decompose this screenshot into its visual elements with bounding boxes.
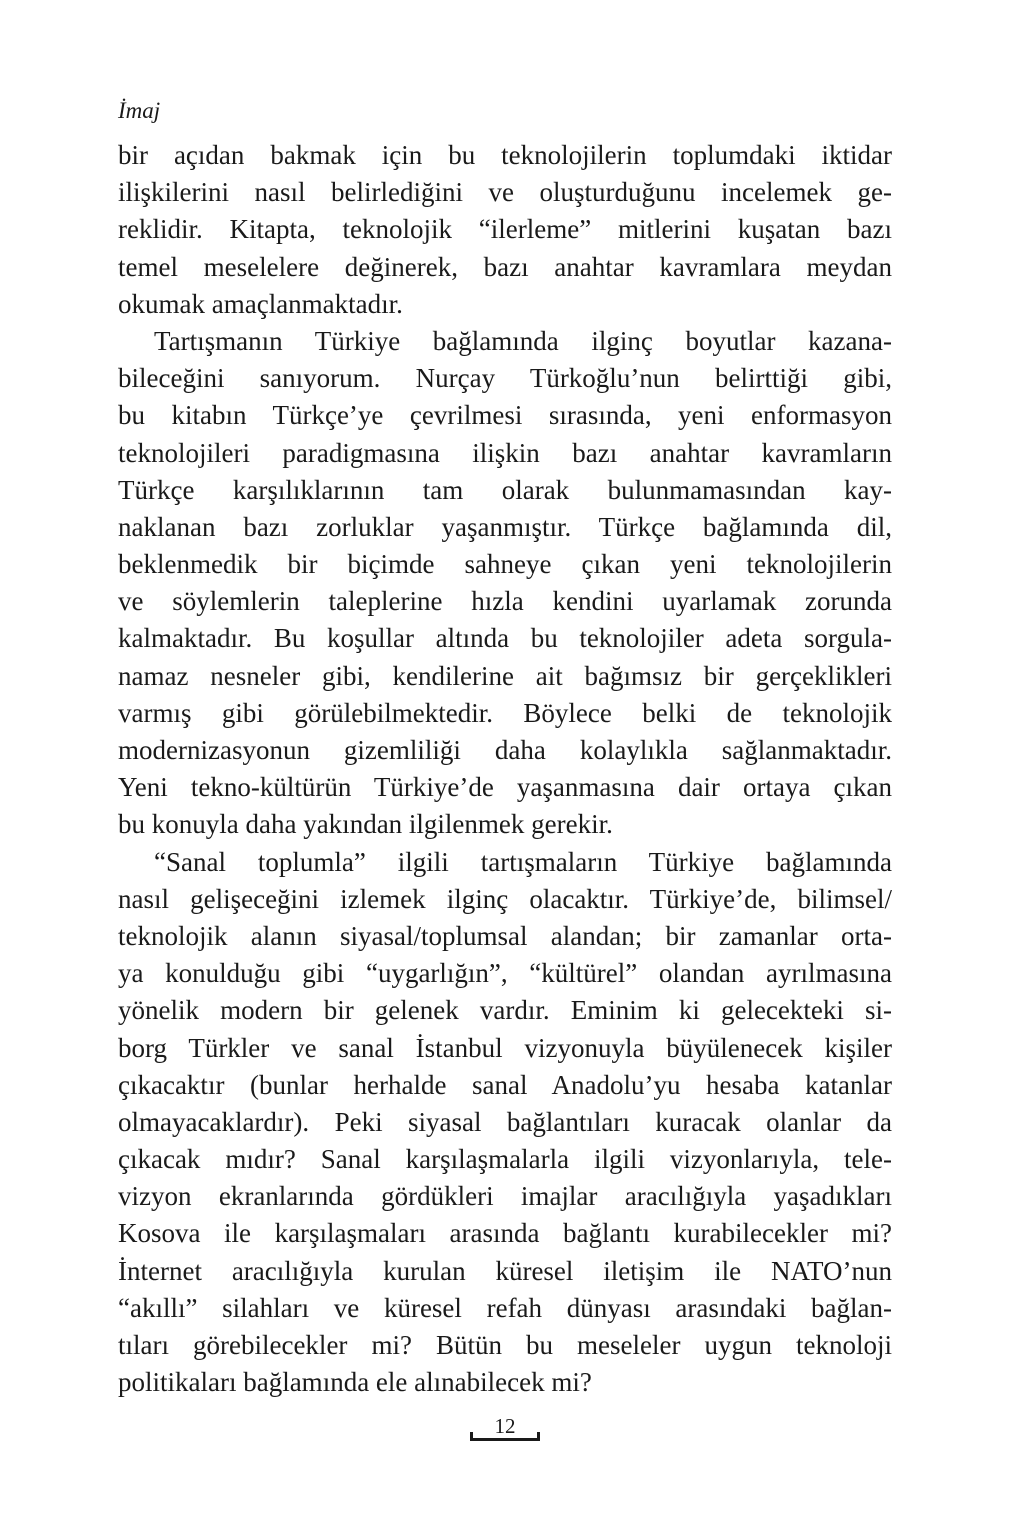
text-line: namaz nesneler gibi, kendilerine ait bağımsız bir gerçeklikleri [118,660,892,691]
text-line: okumak amaçlanmaktadır. [118,288,403,319]
page-number: 12 [494,1414,516,1438]
text-line: reklidir. Kitapta, teknolojik “ilerleme” mitlerini kuşatan bazı [118,214,892,245]
text-line: bir açıdan bakmak için bu teknolojilerin toplumdaki iktidar [118,140,892,170]
text-line: beklenmedik bir biçimde sahneye çıkan yeni teknolojilerin [118,549,892,580]
paragraph [118,137,892,323]
paragraph [118,844,892,1402]
text-line: tıları görebilecekler mi? Bütün bu meseleler uygun teknoloji [118,1330,892,1360]
text-line: naklanan bazı zorluklar yaşanmıştır. Türkçe bağlamında dil, [118,511,892,542]
text-line: kalmaktadır. Bu koşullar altında bu teknolojiler adeta sorgula- [118,623,892,654]
paragraph [118,323,892,844]
text-line: politikaları bağlamında ele alınabilecek mi? [118,1367,592,1398]
text-line: yönelik modern bir gelenek vardır. Eminim ki gelecekteki si- [118,995,892,1026]
text-line: İnternet aracılığıyla kurulan küresel iletişim ile NATO’nun [118,1255,892,1286]
text-line: teknolojik alanın siyasal/toplumsal alandan; bir zamanlar orta- [118,920,892,951]
page-number-rule-tick [537,1432,540,1441]
text-line: bileceğini sanıyorum. Nurçay Türkoğlu’nun belirttiği gibi, [118,363,892,394]
text-line: çıkacaktır (bunlar herhalde sanal Anadolu’yu hesaba katanlar [118,1069,892,1100]
text-line: Kosova ile karşılaşmaları arasında bağlantı kurabilecekler mi? [118,1218,892,1249]
text-line: nasıl gelişeceğini izlemek ilginç olacaktır. Türkiye’de, bilimsel/ [118,883,892,914]
text-line: olmayacaklardır). Peki siyasal bağlantıları kuracak olanlar da [118,1106,892,1137]
text-line: Türkçe karşılıklarının tam olarak bulunmamasından kay- [118,474,892,505]
text-line: çıkacak mıdır? Sanal karşılaşmalarla ilgili vizyonlarıyla, tele- [118,1144,892,1175]
text-line: “Sanal toplumla” ilgili tartışmaların Türkiye bağlamında [154,846,892,877]
text-line: ya konulduğu gibi “uygarlığın”, “kültürel” olandan ayrılmasına [118,958,892,989]
text-line: bu konuyla daha yakından ilgilenmek gerekir. [118,809,613,840]
text-line: Yeni tekno-kültürün Türkiye’de yaşanmasına dair ortaya çıkan [118,772,892,803]
text-line: “akıllı” silahları ve küresel refah dünyası arasındaki bağlan- [118,1292,892,1323]
page-number-rule [470,1438,540,1441]
text-line: ve söylemlerin taleplerine hızla kendini uyarlamak zorunda [118,586,892,617]
text-line: ilişkilerini nasıl belirlediğini ve oluşturduğunu incelemek ge- [118,177,892,208]
text-line: modernizasyonun gizemliliği daha kolaylıkla sağlanmaktadır. [118,735,892,765]
text-line: Tartışmanın Türkiye bağlamında ilginç boyutlar kazana- [154,325,892,356]
text-line: borg Türkler ve sanal İstanbul vizyonuyla büyülenecek kişiler [118,1032,892,1063]
text-line: bu kitabın Türkçe’ye çevrilmesi sırasında, yeni enformasyon [118,400,892,431]
text-line: vizyon ekranlarında gördükleri imajlar aracılığıyla yaşadıkları [118,1181,892,1212]
text-line: temel meselelere değinerek, bazı anahtar kavramlara meydan [118,251,892,282]
page-number-footer [470,1413,540,1443]
text-line: teknolojileri paradigmasına ilişkin bazı anahtar kavramların [118,437,892,468]
running-head: İmaj [118,98,161,123]
body-text [118,137,892,1401]
text-line: varmış gibi görülebilmektedir. Böylece belki de teknolojik [118,697,892,728]
page-number-rule-tick [470,1432,473,1441]
